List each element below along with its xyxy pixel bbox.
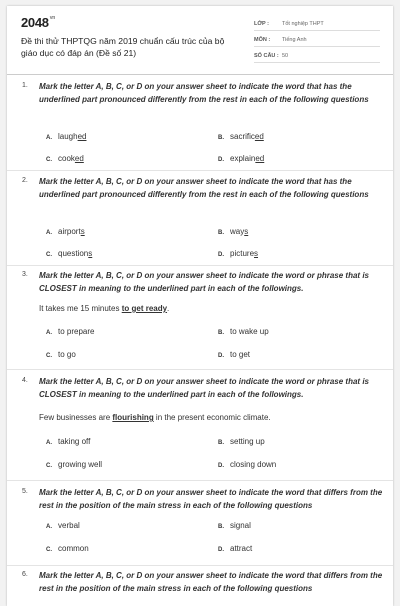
question-stem: It takes me 15 minutes to get ready. [39,304,170,313]
question-divider [7,170,393,171]
option-b[interactable]: B. ways [218,227,249,236]
exam-header [7,6,393,68]
exam-meta [254,17,380,65]
meta-row-subject: MÔN : Tiếng Anh [254,33,380,47]
question-divider [7,369,393,370]
option-d[interactable]: D. closing down [218,460,277,469]
option-a[interactable]: A. verbal [46,521,80,530]
option-b[interactable]: B. signal [218,521,251,530]
option-c[interactable]: C. growing well [46,460,103,469]
header-divider [7,74,393,75]
question-prompt: Mark the letter A, B, C, or D on your answer sheet to indicate the word or phrase that is CLOSEST in meaning to the underlined part in each of the followings. [39,377,369,399]
question-prompt: Mark the letter A, B, C, or D on your answer sheet to indicate the word that has the underlined part pronounced differently from the rest in each of the following questions [39,82,369,104]
option-c[interactable]: C. to go [46,350,76,359]
option-c[interactable]: C. questions [46,249,93,258]
exam-sheet: $2048^{vn}$ Đề thi thử THPTQG năm 2019 chuẩn cấu trúc của bộ giáo dục có đáp án (Đề số 21) LỚP : Tốt nghiệp THPT MÔN : Tiếng Anh SỐ CÂU : 50 1. Mark the letter A, B, C, or D on your answer sheet to indicate the word that has the underlined part pronounced differently from the rest in each of the following questions A. laughed B. sacrificed C. cooked D. explained 2. Mark the letter A, B, C, or D on your answer sheet to indicate the word that has the underlined part pronounced differently from the rest in each of the following questions A. airports B. ways C. questions D. pictures 3. Mark the letter A, B, C, or D on your answer sheet to indicate the word or phrase that is CLOSEST in meaning to the underlined part in each of the followings. It takes me 15 minutes to get ready. A. to prepare B. to wake up C. to go D. to get 4. Mark the letter A, B, C, or D on your answer sheet to indicate the word or phrase that is CLOSEST in meaning to the underlined part in each of the followings. Few businesses are flourishing in the present economic climate. A. taking off B. setting up C. growing well D. closing down 5. Mark the letter A, B, C, or D on your answer sheet to indicate the word that differs from the rest in the position of the main stress in each of the following questions A. verbal B. signal C. common D. attract 6. Mark the letter A, B, C, or D on your answer sheet to indicate the word that differs from the rest in the position of the main stress in each of the following questions [7,6,393,606]
question-prompt: Mark the letter A, B, C, or D on your answer sheet to indicate the word that differs from the rest in the position of the main stress in each of the following questions [39,571,383,593]
question-divider [7,265,393,266]
exam-title: Đề thi thử THPTQG năm 2019 chuẩn cấu trúc của bộ giáo dục có đáp án (Đề số 21) [21,36,225,58]
option-b[interactable]: B. sacrificed [218,132,264,141]
question-prompt: Mark the letter A, B, C, or D on your answer sheet to indicate the word or phrase that is CLOSEST in meaning to the underlined part in each of the followings. [39,271,369,293]
question-prompt: Mark the letter A, B, C, or D on your answer sheet to indicate the word that differs from the rest in the position of the main stress in each of the following questions [39,488,383,510]
option-d[interactable]: D. attract [218,544,253,553]
option-c[interactable]: C. cooked [46,154,84,163]
question-stem: Few businesses are flourishing in the present economic climate. [39,413,271,422]
option-b[interactable]: B. setting up [218,437,265,446]
option-a[interactable]: A. to prepare [46,327,95,336]
option-a[interactable]: A. airports [46,227,85,236]
question-prompt: Mark the letter A, B, C, or D on your answer sheet to indicate the word that has the underlined part pronounced differently from the rest in each of the following questions [39,177,369,199]
meta-row-count: SỐ CÂU : 50 [254,49,380,63]
option-d[interactable]: D. explained [218,154,265,163]
question-divider [7,565,393,566]
option-a[interactable]: A. laughed [46,132,87,141]
option-a[interactable]: A. taking off [46,437,91,446]
option-c[interactable]: C. common [46,544,89,553]
meta-row-class: LỚP : Tốt nghiệp THPT [254,17,380,31]
option-d[interactable]: D. pictures [218,249,259,258]
question-divider [7,480,393,481]
option-d[interactable]: D. to get [218,350,251,359]
site-logo[interactable]: $2048^{vn}$ [21,15,55,30]
option-b[interactable]: B. to wake up [218,327,269,336]
